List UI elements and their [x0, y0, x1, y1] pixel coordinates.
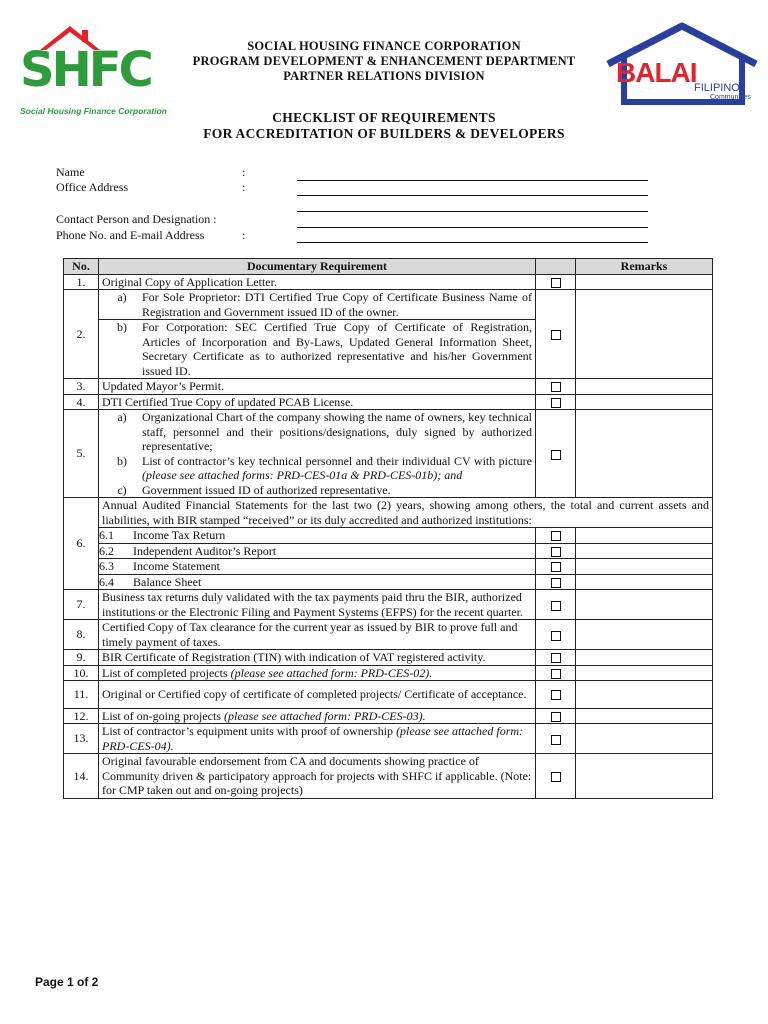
- table-row: [64, 665, 713, 681]
- checkbox-cell[interactable]: [536, 665, 576, 681]
- remarks-cell[interactable]: [576, 708, 713, 724]
- checkbox[interactable]: [551, 631, 561, 641]
- name-line[interactable]: [297, 180, 648, 181]
- remarks-cell[interactable]: [576, 379, 713, 395]
- remarks-cell[interactable]: [576, 528, 713, 544]
- subitem: [102, 410, 532, 454]
- checkbox-cell[interactable]: [536, 559, 576, 575]
- requirement-text: Original Copy of Application Letter.: [99, 274, 536, 290]
- checkbox[interactable]: [551, 382, 561, 392]
- remarks-cell[interactable]: [576, 543, 713, 559]
- subitem-text: For Corporation: SEC Certified True Copy of Certificate of Registration, Articles of Incorporation and By-Laws, Updated General Information Sheet, Secretary Certificate as to authorized representative and his/her Government issued ID.: [142, 320, 532, 378]
- contact-person-line[interactable]: [297, 227, 648, 228]
- row-number: 5.: [64, 410, 99, 498]
- remarks-cell[interactable]: [576, 724, 713, 754]
- subrow-cell: [99, 528, 536, 544]
- requirement-text: Original or Certified copy of certificate of completed projects/ Certificate of acceptance.: [99, 681, 536, 709]
- remarks-cell[interactable]: [576, 394, 713, 410]
- header-remarks: Remarks: [576, 259, 713, 275]
- row-number: 12.: [64, 708, 99, 724]
- table-header-row: [64, 259, 713, 275]
- header-requirement: Documentary Requirement: [99, 259, 536, 275]
- balai-logo-sub1: FILIPINO: [694, 82, 740, 94]
- table-row: [64, 620, 713, 650]
- checkbox[interactable]: [551, 547, 561, 557]
- header-department: PROGRAM DEVELOPMENT & ENHANCEMENT DEPARTMENT: [192, 54, 576, 68]
- requirements-table: [63, 258, 713, 799]
- checkbox-cell[interactable]: [536, 290, 576, 379]
- checkbox-cell[interactable]: [536, 410, 576, 498]
- row-number: 4.: [64, 394, 99, 410]
- row-number: 3.: [64, 379, 99, 395]
- header-division: PARTNER RELATIONS DIVISION: [283, 69, 485, 83]
- requirement-text: List of completed projects: [102, 665, 231, 680]
- checkbox-cell[interactable]: [536, 708, 576, 724]
- balai-logo-text: BALAI: [616, 57, 697, 88]
- requirement-text: DTI Certified True Copy of updated PCAB License.: [99, 394, 536, 410]
- checkbox[interactable]: [551, 562, 561, 572]
- checkbox[interactable]: [551, 712, 561, 722]
- subrow-text: Balance Sheet: [133, 574, 202, 589]
- subrow-number: 6.3: [99, 559, 114, 573]
- table-row-sub: [64, 528, 713, 544]
- requirement-text: Certified Copy of Tax clearance for the current year as issued by BIR to prove full and timely payment of taxes.: [99, 620, 536, 650]
- checkbox[interactable]: [551, 690, 561, 700]
- contact-person-label: Contact Person and Designation :: [56, 212, 217, 226]
- checkbox[interactable]: [551, 450, 561, 460]
- row-number: 14.: [64, 754, 99, 799]
- requirement-text-wrap: [99, 665, 536, 681]
- subrow-text: Independent Auditor’s Report: [133, 543, 277, 558]
- requirement-text: Annual Audited Financial Statements for the last two (2) years, showing among others, the total and current assets and liabilities, with BIR stamped “received” or its duly accredited and authorized institutions:: [99, 498, 713, 528]
- phone-email-line[interactable]: [297, 242, 648, 243]
- checkbox[interactable]: [551, 669, 561, 679]
- subrow-text: Income Tax Return: [133, 528, 226, 542]
- remarks-cell[interactable]: [576, 274, 713, 290]
- shfc-logo-tagline: Social Housing Finance Corporation: [20, 106, 167, 116]
- header-check: [536, 259, 576, 275]
- requirement-text-wrap: [99, 708, 536, 724]
- checkbox-cell[interactable]: [536, 574, 576, 590]
- checklist-subtitle: FOR ACCREDITATION OF BUILDERS & DEVELOPERS: [203, 126, 565, 141]
- name-colon: :: [242, 165, 246, 179]
- subitem-text: List of contractor’s key technical personnel and their individual CV with picture: [142, 453, 532, 468]
- balai-logo: [602, 22, 762, 122]
- row-number: 2.: [64, 290, 99, 379]
- row-number: 11.: [64, 681, 99, 709]
- requirement-form-ref: (please see attached form: PRD-CES-03).: [223, 708, 426, 723]
- row-number: 8.: [64, 620, 99, 650]
- checkbox-cell[interactable]: [536, 274, 576, 290]
- table-row: [64, 274, 713, 290]
- subrow-number: 6.1: [99, 528, 114, 542]
- remarks-cell[interactable]: [576, 665, 713, 681]
- checkbox-cell[interactable]: [536, 724, 576, 754]
- subrow-number: 6.2: [99, 543, 114, 558]
- table-row: [64, 410, 713, 498]
- subitem: [99, 290, 535, 320]
- checkbox-cell[interactable]: [536, 543, 576, 559]
- table-row: [64, 681, 713, 709]
- row-number: 10.: [64, 665, 99, 681]
- row-number: 7.: [64, 590, 99, 620]
- table-row: [64, 290, 713, 379]
- subitem-text-wrap: [142, 454, 532, 483]
- table-row-sub: [64, 543, 713, 559]
- subitem-letter: b): [117, 320, 127, 334]
- name-label: Name: [56, 165, 85, 179]
- remarks-cell[interactable]: [576, 650, 713, 666]
- subitem-letter: c): [117, 482, 127, 497]
- checkbox[interactable]: [551, 278, 561, 288]
- header-no: No.: [64, 259, 99, 275]
- requirement-text: Updated Mayor’s Permit.: [99, 379, 536, 395]
- phone-email-colon: :: [242, 228, 246, 242]
- subitem-letter: b): [117, 453, 127, 468]
- table-row: [64, 724, 713, 754]
- checkbox-cell[interactable]: [536, 394, 576, 410]
- checkbox-cell[interactable]: [536, 620, 576, 650]
- requirement-text: Original favourable endorsement from CA and documents showing practice of Community driven & participatory approach for projects with SHFC if applicable. (Note: for CMP taken out and on-going projects): [99, 754, 536, 799]
- page-number: Page 1 of 2: [35, 975, 99, 989]
- checkbox-cell[interactable]: [536, 754, 576, 799]
- checkbox-cell[interactable]: [536, 650, 576, 666]
- requirement-text: BIR Certificate of Registration (TIN) with indication of VAT registered activity.: [99, 650, 536, 666]
- remarks-cell[interactable]: [576, 620, 713, 650]
- checkbox-cell[interactable]: [536, 681, 576, 709]
- remarks-cell[interactable]: [576, 590, 713, 620]
- checkbox[interactable]: [551, 735, 561, 745]
- row-number: 1.: [64, 274, 99, 290]
- table-row: [64, 650, 713, 666]
- subrow-text: Income Statement: [133, 559, 220, 573]
- checklist-title: CHECKLIST OF REQUIREMENTS: [272, 110, 496, 125]
- checkbox-cell[interactable]: [536, 528, 576, 544]
- subitem-form-ref: (please see attached forms: PRD-CES-01a & PRD-CES-01b); and: [142, 468, 463, 482]
- requirement-subitems: [99, 410, 536, 498]
- requirement-subitems: [99, 290, 536, 379]
- checkbox[interactable]: [551, 578, 561, 588]
- requirement-text: Business tax returns duly validated with the tax payments paid thru the BIR, authorized institutions or the Electronic Filing and Payment Systems (EFPS) for the recent quarter.: [99, 590, 536, 620]
- header-org-name: SOCIAL HOUSING FINANCE CORPORATION: [247, 39, 521, 53]
- table-row-sub: [64, 559, 713, 575]
- remarks-cell[interactable]: [576, 559, 713, 575]
- requirement-text: List of contractor’s equipment units with proof of ownership: [102, 724, 397, 738]
- subrow-cell: [99, 559, 536, 575]
- row-number: 13.: [64, 724, 99, 754]
- checkbox[interactable]: [551, 330, 561, 340]
- remarks-cell[interactable]: [576, 410, 713, 498]
- table-row: [64, 754, 713, 799]
- phone-email-label: Phone No. and E-mail Address: [56, 228, 205, 242]
- subrow-cell: [99, 574, 536, 590]
- subrow-cell: [99, 543, 536, 559]
- office-address-colon: :: [242, 180, 246, 194]
- remarks-cell[interactable]: [576, 574, 713, 590]
- subitem: [102, 483, 532, 498]
- table-row: [64, 498, 713, 528]
- checkbox[interactable]: [551, 398, 561, 408]
- remarks-cell[interactable]: [576, 290, 713, 379]
- table-row: [64, 590, 713, 620]
- remarks-cell[interactable]: [576, 681, 713, 709]
- checkbox-cell[interactable]: [536, 379, 576, 395]
- subrow-number: 6.4: [99, 574, 114, 589]
- subitem-text: For Sole Proprietor: DTI Certified True Copy of Certificate Business Name of Registration and Government issued ID of the owner.: [142, 290, 532, 319]
- remarks-cell[interactable]: [576, 754, 713, 799]
- table-row-sub: [64, 574, 713, 590]
- subitem: [102, 454, 532, 483]
- requirement-form-ref: (please see attached form: PRD-CES-02).: [230, 665, 433, 680]
- office-address-line-2[interactable]: [297, 211, 648, 212]
- subitem-text: Organizational Chart of the company showing the name of owners, key technical staff, personnel and their positions/designations, duly signed by authorized representative;: [142, 410, 532, 453]
- requirement-text: List of on-going projects: [102, 708, 224, 723]
- row-number: 6.: [64, 498, 99, 590]
- table-row: [64, 379, 713, 395]
- requirement-text-wrap: [99, 724, 536, 754]
- shfc-logo-text: SHFC: [20, 42, 151, 98]
- subitem-letter: a): [117, 410, 127, 424]
- row-number: 9.: [64, 650, 99, 666]
- table-row: [64, 708, 713, 724]
- requirement-form-ref: (please see attached form: PRD-CES-04).: [102, 724, 524, 753]
- subitem: [99, 320, 535, 378]
- checkbox-cell[interactable]: [536, 590, 576, 620]
- balai-logo-sub2: Communities: [710, 94, 751, 101]
- office-address-label: Office Address: [56, 180, 129, 194]
- table-row: [64, 394, 713, 410]
- checkbox[interactable]: [551, 772, 561, 782]
- checkbox[interactable]: [551, 653, 561, 663]
- checkbox[interactable]: [551, 601, 561, 611]
- office-address-line[interactable]: [297, 195, 648, 196]
- subitem-text: Government issued ID of authorized representative.: [142, 482, 391, 497]
- subitem-letter: a): [117, 290, 127, 304]
- checkbox[interactable]: [551, 531, 561, 541]
